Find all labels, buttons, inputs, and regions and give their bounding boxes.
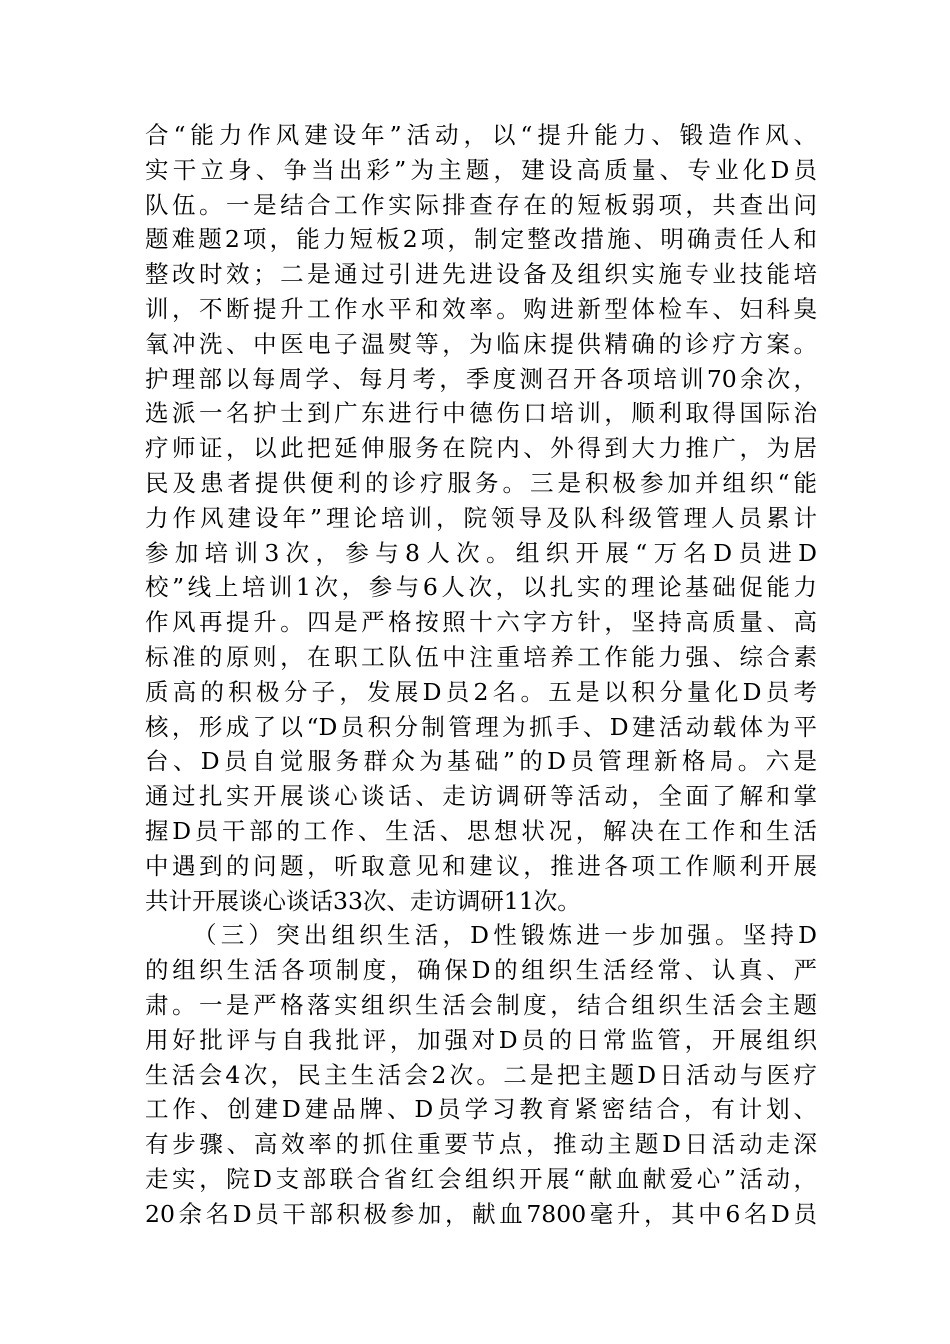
text-line: 走实，院D支部联合省红会组织开展“献血献爱心”活动， bbox=[145, 1164, 817, 1193]
text-line: 队伍。一是结合工作实际排查存在的短板弱项，共查出问 bbox=[145, 190, 817, 219]
text-line: 核，形成了以“D员积分制管理为抓手、D建活动载体为平 bbox=[145, 712, 817, 741]
text-line: 民及患者提供便利的诊疗服务。三是积极参加并组织“能 bbox=[145, 468, 817, 497]
text-line: 中遇到的问题，听取意见和建议，推进各项工作顺利开展 bbox=[145, 851, 817, 880]
text-line: 工作、创建D建品牌、D员学习教育紧密结合，有计划、 bbox=[145, 1095, 817, 1124]
document-body bbox=[145, 118, 817, 1232]
text-line: 参加培训3次，参与8人次。组织开展“万名D员进D bbox=[145, 538, 817, 567]
text-line: 护理部以每周学、每月考，季度测召开各项培训70余次， bbox=[145, 364, 817, 393]
text-line: 的组织生活各项制度，确保D的组织生活经常、认真、严 bbox=[145, 956, 817, 985]
text-line: 生活会4次，民主生活会2次。二是把主题D日活动与医疗 bbox=[145, 1060, 817, 1089]
text-line: 有步骤、高效率的抓住重要节点，推动主题D日活动走深 bbox=[145, 1130, 817, 1159]
text-line: 质高的积极分子，发展D员2名。五是以积分量化D员考 bbox=[145, 677, 817, 706]
text-line: 通过扎实开展谈心谈话、走访调研等活动，全面了解和掌 bbox=[145, 782, 817, 811]
text-line: 合“能力作风建设年”活动，以“提升能力、锻造作风、 bbox=[145, 121, 817, 149]
text-line: 训，不断提升工作水平和效率。购进新型体检车、妇科臭 bbox=[145, 294, 817, 323]
text-line: 作风再提升。四是严格按照十六字方针，坚持高质量、高 bbox=[145, 608, 817, 637]
text-line: 力作风建设年”理论培训，院领导及队科级管理人员累计 bbox=[145, 503, 817, 532]
text-line: 台、D员自觉服务群众为基础”的D员管理新格局。六是 bbox=[145, 747, 817, 776]
text-line: 整改时效；二是通过引进先进设备及组织实施专业技能培 bbox=[145, 260, 817, 289]
text-line: 标准的原则，在职工队伍中注重培养工作能力强、综合素 bbox=[145, 642, 817, 671]
text-line: 选派一名护士到广东进行中德伤口培训，顺利取得国际治 bbox=[145, 399, 817, 428]
text-line: 实干立身、争当出彩”为主题，建设高质量、专业化D员 bbox=[145, 155, 817, 184]
text-line: 肃。一是严格落实组织生活会制度，结合组织生活会主题 bbox=[145, 990, 817, 1019]
text-line: 校”线上培训1次，参与6人次，以扎实的理论基础促能力 bbox=[145, 573, 817, 602]
text-line: 疗师证，以此把延伸服务在院内、外得到大力推广，为居 bbox=[145, 434, 817, 463]
text-line: 题难题2项，能力短板2项，制定整改措施、明确责任人和 bbox=[145, 225, 817, 254]
text-line: 握D员干部的工作、生活、思想状况，解决在工作和生活 bbox=[145, 816, 817, 845]
section-heading-line: （三）突出组织生活，D性锻炼进一步加强。坚持D bbox=[193, 921, 817, 950]
text-line: 氧冲洗、中医电子温熨等，为临床提供精确的诊疗方案。 bbox=[145, 329, 817, 358]
text-line: 20余名D员干部积极参加，献血7800毫升，其中6名D员 bbox=[145, 1199, 817, 1228]
text-line: 共计开展谈心谈话33次、走访调研11次。 bbox=[145, 886, 581, 915]
text-line: 用好批评与自我批评，加强对D员的日常监管，开展组织 bbox=[145, 1025, 817, 1054]
